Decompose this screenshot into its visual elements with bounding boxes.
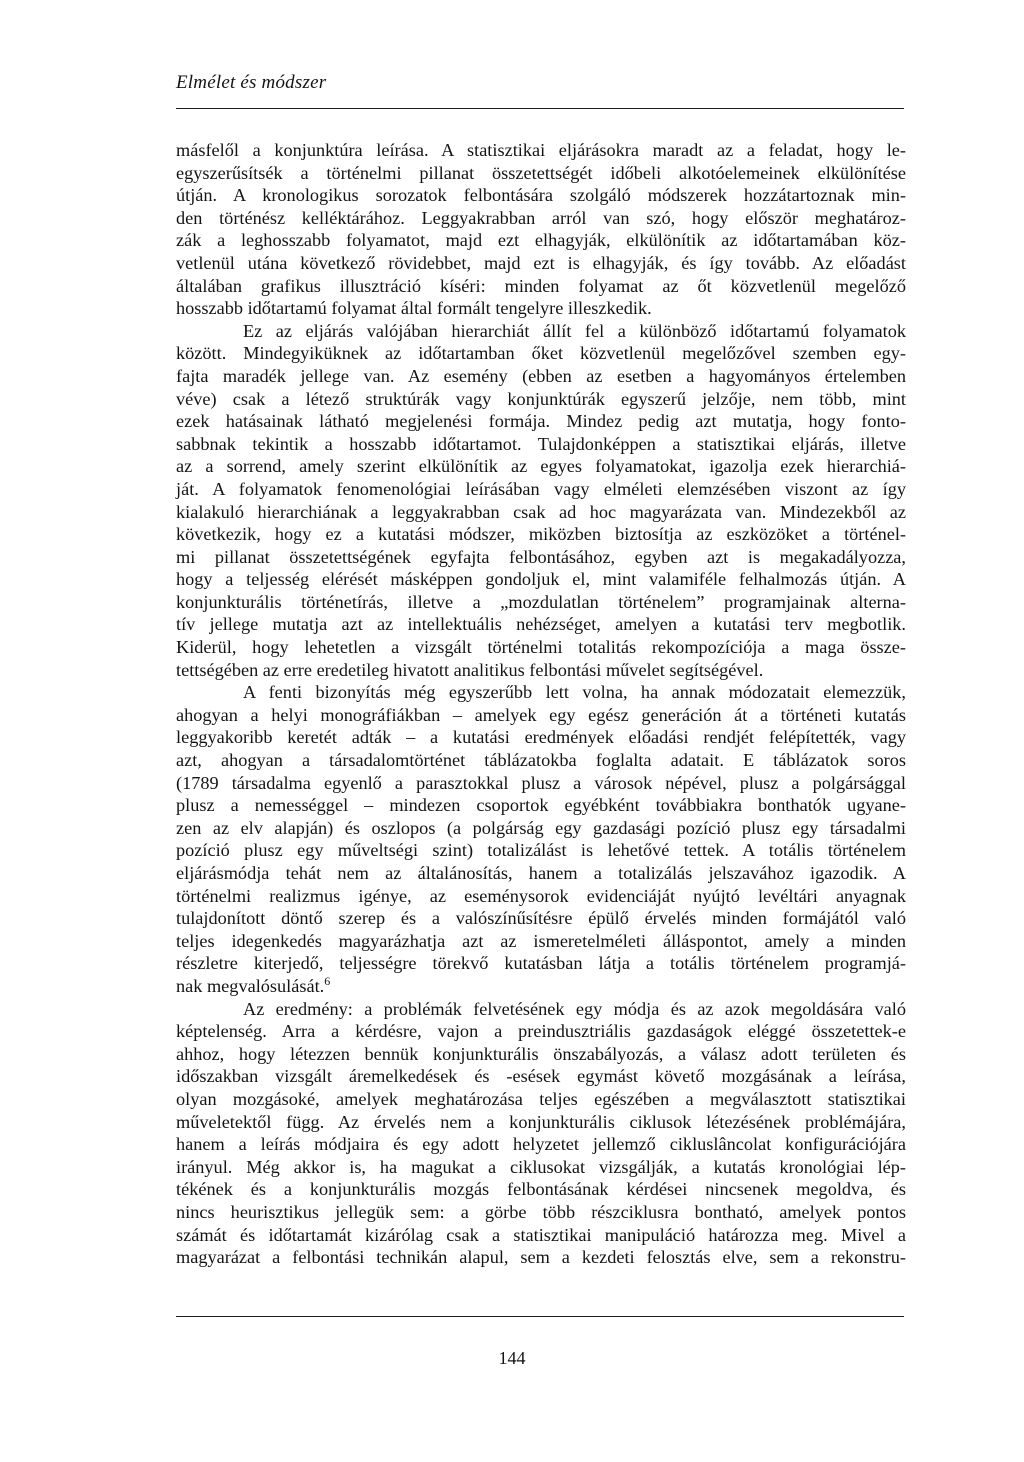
text-line: ezek hatásainak látható megjelenési formája. Mindez pedig azt mutatja, hogy fonto- <box>176 411 906 432</box>
text-line: egyszerűsítsék a történelmi pillanat összetettségét időbeli alkotóelemeinek elkülönítése <box>176 162 906 183</box>
text-line: tulajdonított döntő szerep és a valószínűsítésre épülő érvelés minden formájától való <box>176 908 906 929</box>
text-line: tív jellege mutatja azt az intellektuális nehézséget, amelyen a kutatási terv megbotlik. <box>176 614 906 635</box>
text-line: képtelenség. Arra a kérdésre, vajon a preindusztriális gazdaságok eléggé összetettek-e <box>176 1021 906 1042</box>
footnote-marker[interactable]: 6 <box>324 973 331 988</box>
text-line: nak megvalósulását. <box>176 975 325 996</box>
text-line: azt, ahogyan a társadalomtörténet táblázatokba foglalta adatait. E táblázatok soros <box>176 750 906 771</box>
text-line: den történész kelléktárához. Leggyakrabban arról van szó, hogy először meghatároz- <box>176 207 906 228</box>
footer-rule <box>176 1316 904 1317</box>
text-line-with-footnote <box>176 975 906 998</box>
text-line: hogy a teljesség elérését másképpen gondoljuk el, mint valamiféle felhalmozás útján. A <box>176 569 906 590</box>
paragraph-first-line: A fenti bizonyítás még egyszerűbb lett volna, ha annak módozatait elemezzük, <box>243 682 906 703</box>
text-line: vetlenül utána következő rövidebbet, majd ezt is elhagyják, és így tovább. Az előadást <box>176 252 906 273</box>
text-line: teljes idegenkedés magyarázhatja azt az ismeretelméleti álláspontot, amely a minden <box>176 930 906 951</box>
text-line: hanem a leírás módjaira és egy adott helyzetet jellemző cikluslâncolat konfigurációjára <box>176 1134 906 1155</box>
text-line: sabbnak tekintik a hosszabb időtartamot. Tulajdonképpen a statisztikai eljárás, illetve <box>176 433 906 454</box>
text-line: leggyakoribb keretét adták – a kutatási eredmények előadási rendjét felépítették, vagy <box>176 727 906 748</box>
text-line: másfelől a konjunktúra leírása. A statisztikai eljárásokra maradt az a feladat, hogy le- <box>176 140 906 160</box>
text-line: részletre kiterjedő, teljességre törekvő kutatásban látja a totális történelem programjá- <box>176 953 906 974</box>
text-line: műveletektől függ. Az érvelés nem a konjunkturális ciklusok létezésének problémájára, <box>176 1111 906 1132</box>
text-line: között. Mindegyiküknek az időtartamban őket közvetlenül megelőzővel szemben egy- <box>176 343 906 364</box>
text-line: (1789 társadalma egyenlő a parasztokkal plusz a városok népével, plusz a polgársággal <box>176 772 906 793</box>
header-rule <box>176 108 904 109</box>
text-line: az a sorrend, amely szerint elkülönítik az egyes folyamatokat, igazolja ezek hierarchiá- <box>176 456 906 477</box>
text-line: tékének és a konjunkturális mozgás felbontásának kérdései nincsenek megoldva, és <box>176 1179 906 1200</box>
page-number: 144 <box>498 1348 526 1368</box>
text-line: útján. A kronologikus sorozatok felbontására szolgáló módszerek hozzátartoznak min- <box>176 185 906 206</box>
text-line: plusz a nemességgel – mindezen csoportok egyébként továbbiakra bonthatók ugyane- <box>176 795 906 816</box>
text-line: kialakuló hierarchiának a leggyakrabban csak ad hoc magyarázata van. Mindezekből az <box>176 501 906 522</box>
text-line: irányul. Még akkor is, ha magukat a ciklusokat vizsgálják, a kutatás kronológiai lép- <box>176 1156 906 1177</box>
running-title: Elmélet és módszer <box>176 72 327 93</box>
text-line: véve) csak a létező struktúrák vagy konjunktúrák egyszerű jelzője, nem több, mint <box>176 388 906 409</box>
text-line: zák a leghosszabb folyamatot, majd ezt elhagyják, elkülönítik az időtartamában köz- <box>176 230 906 251</box>
text-line: következik, hogy ez a kutatási módszer, miközben biztosítja az eszközöket a történel- <box>176 524 906 545</box>
text-line: tettségében az erre eredetileg hivatott analitikus felbontási művelet segítségével. <box>176 659 764 680</box>
text-line: eljárásmódja tehát nem az általánosítás, hanem a totalizálás jelszavához igazodik. A <box>176 863 906 883</box>
text-line: történelmi realizmus igénye, az eseménysorok evidenciáját nyújtó levéltári anyagnak <box>176 885 906 906</box>
body-text <box>176 139 906 1269</box>
paragraph-first-line: Az eredmény: a problémák felvetésének egy módja és az azok megoldására való <box>243 998 906 1019</box>
text-line: számát és időtartamát kizárólag csak a statisztikai manipuláció határozza meg. Mivel a <box>176 1224 906 1245</box>
text-line: ahhoz, hogy létezzen bennük konjunkturális önszabályozás, a válasz adott területen és <box>176 1043 906 1064</box>
text-line: konjunkturális történetírás, illetve a „mozdulatlan történelem” programjainak alterna- <box>176 591 906 612</box>
text-line: magyarázat a felbontási technikán alapul, sem a kezdeti felosztás elve, sem a rekonstru- <box>176 1247 906 1268</box>
text-line: hosszabb időtartamú folyamat által formált tengelyre illeszkedik. <box>176 298 652 319</box>
text-line: fajta maradék jellege van. Az esemény (ebben az esetben a hagyományos értelemben <box>176 365 906 386</box>
text-line: ját. A folyamatok fenomenológiai leírásában vagy elméleti elemzésében viszont az így <box>176 478 906 499</box>
text-line: zen az elv alapján) és oszlopos (a polgárság egy gazdasági pozíció plusz egy társadalmi <box>176 817 906 838</box>
text-line: olyan mozgásoké, amelyek meghatározása teljes egészében a megválasztott statisztikai <box>176 1088 906 1109</box>
text-line: ahogyan a helyi monográfiákban – amelyek egy egész generáción át a történeti kutatás <box>176 704 906 725</box>
text-line: pozíció plusz egy műveltségi szint) totalizálást is lehetővé tettek. A totális történelem <box>176 840 906 861</box>
text-line: mi pillanat összetettségének egyfajta felbontásához, egyben azt is megakadályozza, <box>176 546 906 567</box>
text-line: nincs heurisztikus jellegük sem: a görbe több részciklusra bontható, amelyek pontos <box>176 1201 906 1222</box>
paragraph-first-line: Ez az eljárás valójában hierarchiát állít fel a különböző időtartamú folyamatok <box>243 320 906 341</box>
text-line: általában grafikus illusztráció kíséri: minden folyamat az őt közvetlenül megelőző <box>176 275 906 296</box>
text-line: Kiderül, hogy lehetetlen a vizsgált történelmi totalitás rekompozíciója a maga össze- <box>176 637 906 658</box>
text-line: időszakban vizsgált áremelkedések és -esések egymást követő mozgásának a leírása, <box>176 1066 906 1087</box>
